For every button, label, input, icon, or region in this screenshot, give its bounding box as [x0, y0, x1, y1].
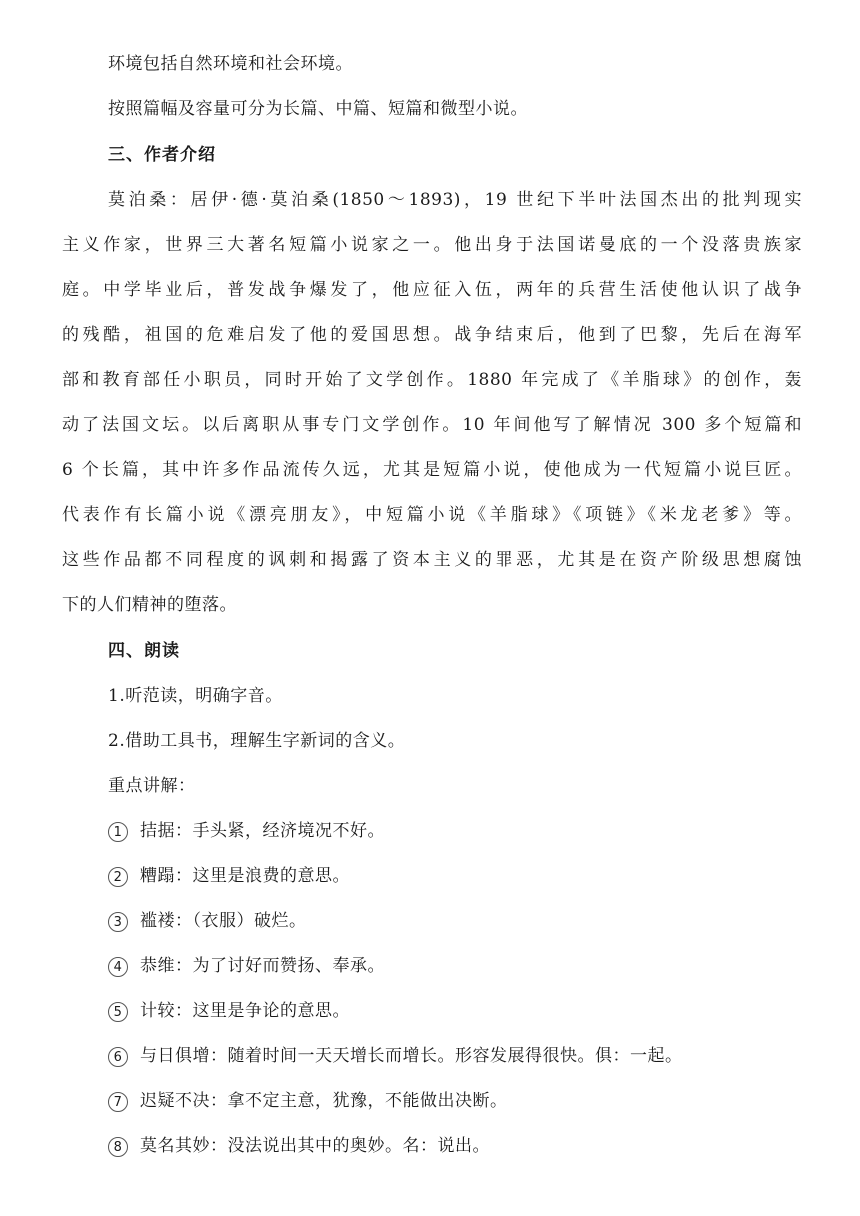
author-line-2: 主义作家，世界三大著名短篇小说家之一。他出身于法国诺曼底的一个没落贵族家: [62, 235, 802, 255]
note-item: [108, 819, 385, 843]
circled-number: 4: [108, 957, 128, 977]
author-line-9: 这些作品都不同程度的讽刺和揭露了资本主义的罪恶，尤其是在资产阶级思想腐蚀: [62, 550, 802, 570]
author-line-5: 部和教育部任小职员，同时开始了文学创作。1880 年完成了《羊脂球》的创作，轰: [62, 370, 802, 390]
note-text: 与日俱增：随着时间一天天增长而增长。形容发展得很快。俱：一起。: [140, 1046, 683, 1066]
note-text: 迟疑不决：拿不定主意，犹豫，不能做出决断。: [140, 1091, 508, 1111]
author-line-8: 代表作有长篇小说《漂亮朋友》，中短篇小说《羊脂球》《项链》《米龙老爹》等。: [62, 505, 802, 525]
note-item: [108, 1044, 683, 1068]
author-line-3: 庭。中学毕业后，普发战争爆发了，他应征入伍，两年的兵营生活使他认识了战争: [62, 280, 802, 300]
note-text: 拮据：手头紧，经济境况不好。: [140, 821, 385, 841]
author-line-10: 下的人们精神的堕落。: [62, 595, 237, 615]
note-item: [108, 1089, 508, 1113]
intro-line-2: 按照篇幅及容量可分为长篇、中篇、短篇和微型小说。: [108, 99, 528, 119]
reading-step-1: 1.听范读，明确字音。: [108, 686, 283, 706]
circled-number: 8: [108, 1137, 128, 1157]
circled-number: 6: [108, 1047, 128, 1067]
note-text: 计较：这里是争论的意思。: [140, 1001, 350, 1021]
author-line-7: 6 个长篇，其中许多作品流传久远，尤其是短篇小说，使他成为一代短篇小说巨匠。: [62, 460, 802, 480]
circled-number: 2: [108, 867, 128, 887]
key-points-label: 重点讲解：: [108, 776, 196, 796]
note-item: [108, 1134, 490, 1158]
author-line-6: 动了法国文坛。以后离职从事专门文学创作。10 年间他写了解情况 300 多个短篇和: [62, 415, 802, 435]
circled-number: 5: [108, 1002, 128, 1022]
note-item: [108, 999, 350, 1023]
note-item: [108, 909, 307, 933]
circled-number: 3: [108, 912, 128, 932]
note-text: 褴褛：（衣服）破烂。: [140, 911, 307, 931]
note-text: 恭维：为了讨好而赞扬、奉承。: [140, 956, 385, 976]
author-line-4: 的残酷，祖国的危难启发了他的爱国思想。战争结束后，他到了巴黎，先后在海军: [62, 325, 802, 345]
intro-line-1: 环境包括自然环境和社会环境。: [108, 54, 353, 74]
circled-number: 7: [108, 1092, 128, 1112]
section-3-heading: 三、作者介绍: [108, 145, 216, 165]
note-text: 莫名其妙：没法说出其中的奥妙。名：说出。: [140, 1136, 490, 1156]
note-text: 糟蹋：这里是浪费的意思。: [140, 866, 350, 886]
note-item: [108, 864, 350, 888]
circled-number: 1: [108, 822, 128, 842]
reading-step-2: 2.借助工具书，理解生字新词的含义。: [108, 731, 406, 751]
section-4-heading: 四、朗读: [108, 641, 180, 661]
note-item: [108, 954, 385, 978]
author-line-1: 莫泊桑：居伊·德·莫泊桑(1850～1893)，19 世纪下半叶法国杰出的批判现实: [108, 190, 802, 210]
